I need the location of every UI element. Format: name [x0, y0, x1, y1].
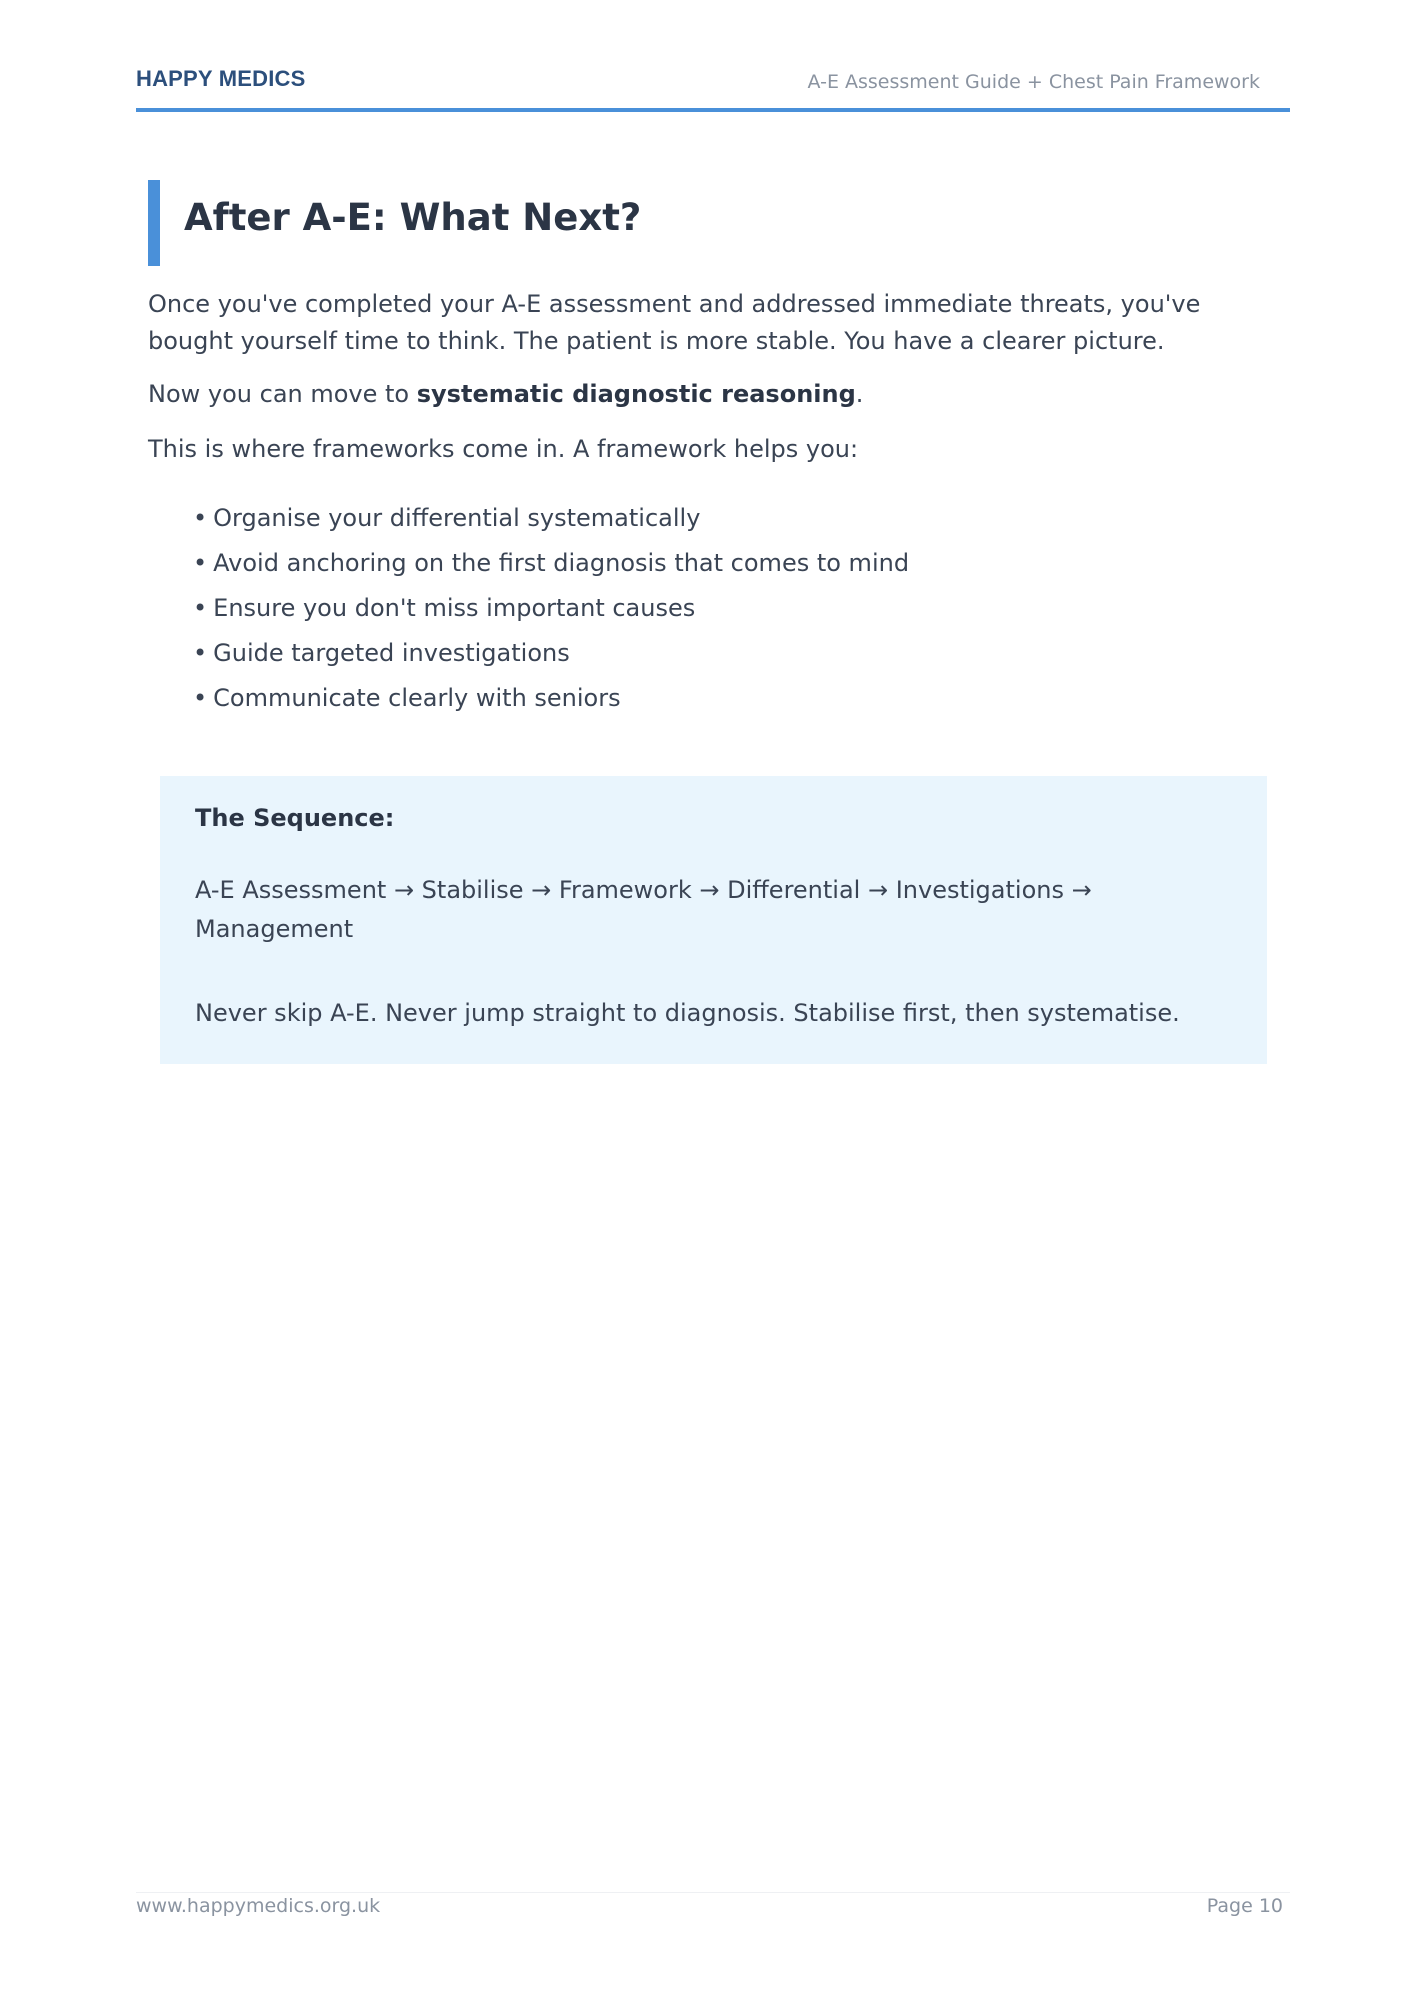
list-item: • Avoid anchoring on the first diagnosis that comes to mind — [193, 541, 909, 586]
sequence-callout — [160, 776, 1267, 1064]
list-item: • Guide targeted investigations — [193, 631, 909, 676]
page-number: Page 10 — [1206, 1895, 1283, 1917]
brand-name: HAPPY MEDICS — [136, 66, 306, 91]
frameworks-paragraph: This is where frameworks come in. A framework helps you: — [148, 435, 859, 463]
sequence-note: Never skip A-E. Never jump straight to diagnosis. Stabilise first, then systematise. — [195, 999, 1180, 1027]
section-heading-block — [148, 180, 642, 266]
list-item: • Communicate clearly with seniors — [193, 676, 909, 721]
sequence-text: A-E Assessment → Stabilise → Framework → Differential → Investigations → Management — [195, 876, 1092, 943]
reasoning-suffix: . — [855, 380, 864, 408]
list-item: • Ensure you don't miss important causes — [193, 586, 909, 631]
framework-benefits-list — [193, 496, 909, 721]
reasoning-paragraph — [148, 376, 1258, 413]
page-header — [136, 62, 1290, 112]
reasoning-emphasis: systematic diagnostic reasoning — [416, 380, 856, 408]
footer-divider — [136, 1892, 1290, 1893]
callout-title: The Sequence: — [195, 804, 395, 832]
reasoning-prefix: Now you can move to — [148, 380, 417, 408]
document-title: A-E Assessment Guide + Chest Pain Framework — [807, 71, 1260, 93]
section-title: After A-E: What Next? — [184, 196, 642, 239]
intro-paragraph: Once you've completed your A-E assessment and addressed immediate threats, you've bought yourself time to think. The patient is more stable. You have a clearer picture. — [148, 290, 1201, 355]
list-item: • Organise your differential systematically — [193, 496, 909, 541]
footer-website-link[interactable]: www.happymedics.org.uk — [136, 1895, 381, 1917]
